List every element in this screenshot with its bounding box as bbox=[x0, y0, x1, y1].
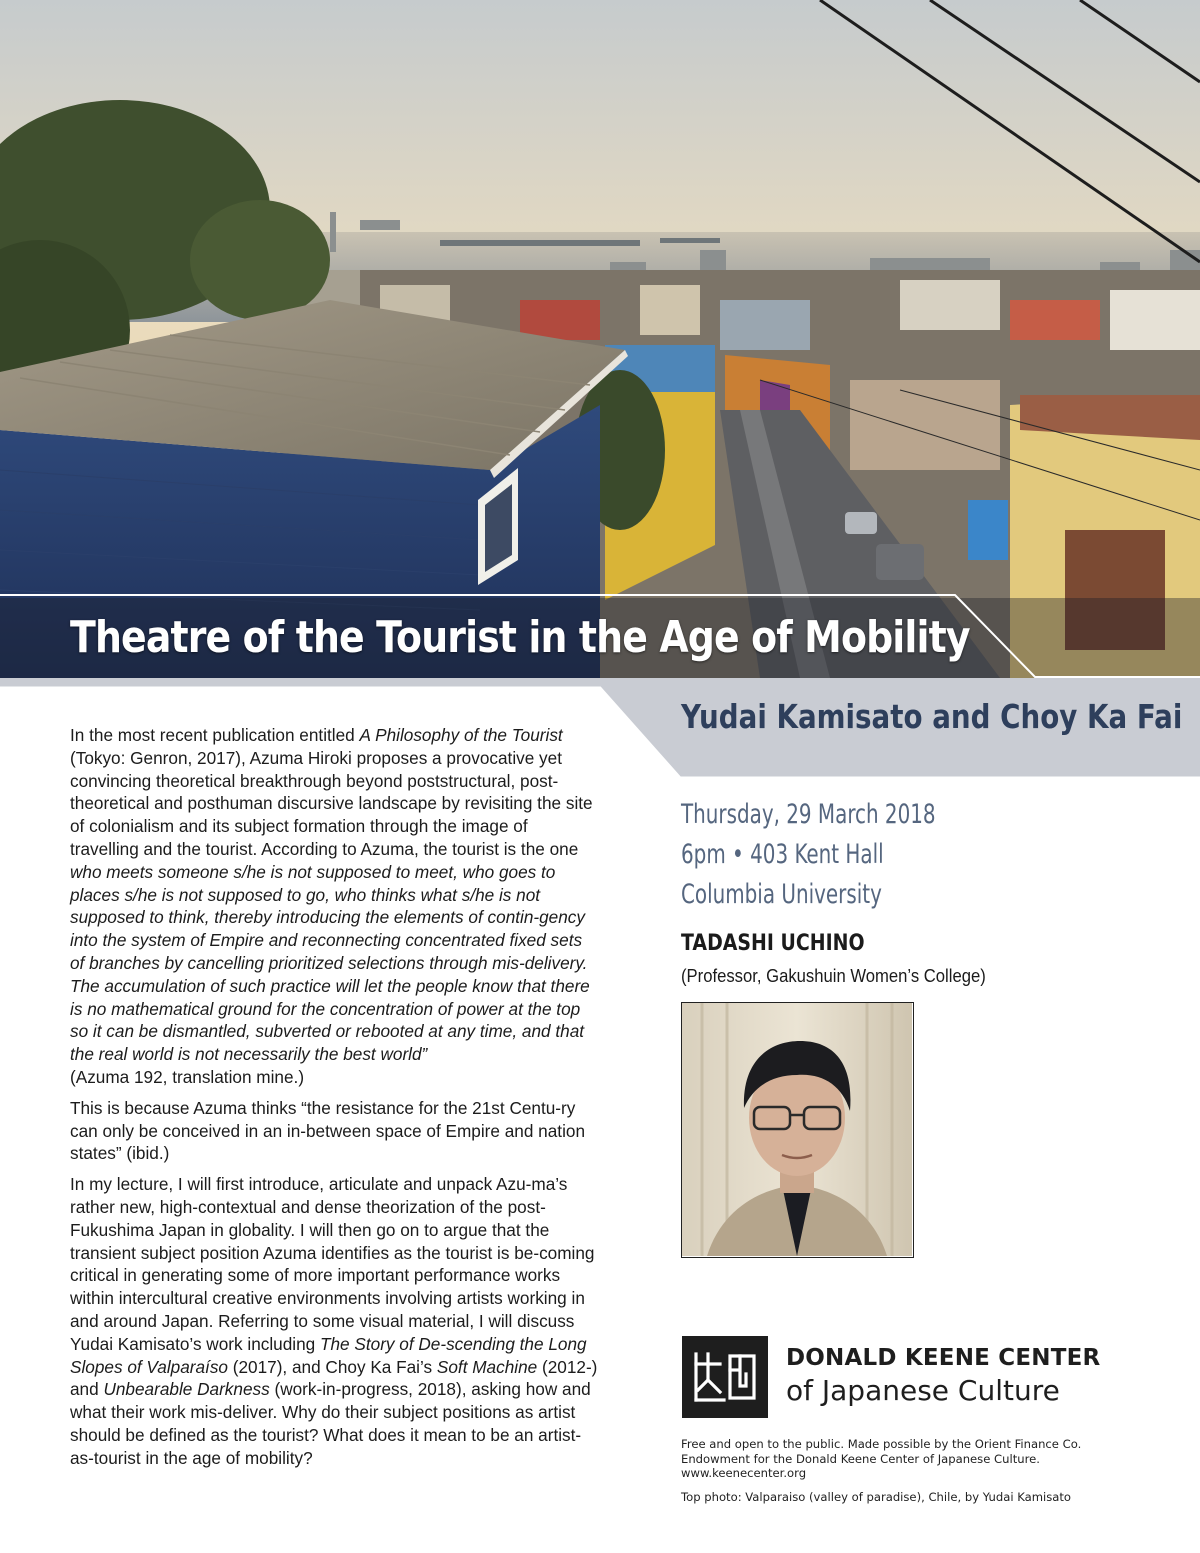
abstract-text: (2012-) and bbox=[70, 1356, 598, 1400]
lecturer-affiliation: (Professor, Gakushuin Women’s College) bbox=[681, 965, 986, 986]
portrait-image bbox=[682, 1003, 912, 1256]
hero-photo bbox=[0, 0, 1200, 678]
abstract-text: In my lecture, I will first introduce, articulate and unpack Azu-ma’s rather new, high-contextual and dense theorization of the post-Fukushima Japan in globality. I will then go on to argue that the transient subject position Azuma identifies as the tourist is be-coming critical in generating some of more important performance works within intercultural creative environments involving artists working in and around Japan. Referring to some visual material, I will discuss Yudai Kamisato’s work including bbox=[70, 1174, 595, 1354]
logo-name: DONALD KEENE CENTER bbox=[786, 1345, 1101, 1371]
azuma-quote: who meets someone s/he is not supposed to meet, who goes to places s/he is not supposed to go, who thinks what s/he is not supposed to think, thereby introducing the elements of contin-gency into the system of Empire and reconnecting concentrated fixed sets of branches by cancelling prioritized selections through mis-delivery. The accumulation of such practice will let the people know that there is no mathematical ground for the concentration of power at the top so it can be dismantled, subverted or rebooted at any time, and that the real world is not necessarily the best world” bbox=[70, 861, 590, 1065]
work-title: The Story of De-scending the Long Slopes of Valparaíso bbox=[70, 1333, 587, 1377]
event-date: Thursday, 29 March 2018 bbox=[681, 799, 936, 830]
event-time-place: 6pm • 403 Kent Hall bbox=[681, 839, 884, 870]
website-link[interactable]: www.keenecenter.org bbox=[681, 1466, 807, 1480]
work-title: Soft Machine bbox=[436, 1356, 538, 1377]
photo-credit: Top photo: Valparaiso (valley of paradise), Chile, by Yudai Kamisato bbox=[681, 1489, 1072, 1504]
event-details bbox=[681, 795, 936, 915]
abstract-text: In the most recent publication entitled bbox=[70, 725, 360, 745]
abstract-paragraph-3 bbox=[70, 1173, 600, 1469]
lecturer-name: TADASHI UCHINO bbox=[681, 931, 865, 956]
footer-notes bbox=[681, 1437, 1121, 1504]
valparaiso-photo bbox=[0, 0, 1200, 678]
logo-subtitle: of Japanese Culture bbox=[786, 1374, 1060, 1407]
book-title: A Philosophy of the Tourist bbox=[359, 725, 563, 745]
lecturer-portrait bbox=[681, 1002, 914, 1258]
abstract-text: (2017), and Choy Ka Fai’s bbox=[227, 1356, 437, 1377]
abstract-paragraph-1 bbox=[70, 724, 600, 1089]
event-venue: Columbia University bbox=[681, 879, 882, 910]
quote-citation: (Azuma 192, translation mine.) bbox=[70, 1066, 305, 1087]
event-title: Theatre of the Tourist in the Age of Mobility bbox=[70, 612, 970, 663]
abstract-text: (Tokyo: Genron, 2017), Azuma Hiroki proposes a provocative yet convincing theoretical breakthrough beyond poststructural, post-theoretical and posthuman discursive landscape by revisiting the site of colonialism and its subject formation through the image of travelling and the tourist. According to Azuma, the tourist is the one bbox=[70, 747, 593, 859]
work-title: Unbearable Darkness bbox=[103, 1379, 270, 1400]
abstract-paragraph-2: This is because Azuma thinks “the resistance for the 21st Centu-ry can only be conceived in an in-between space of Empire and nation states” (ibid.) bbox=[70, 1097, 586, 1164]
abstract bbox=[70, 724, 600, 1478]
funding-notice: Free and open to the public. Made possible by the Orient Finance Co. Endowment for the Donald Keene Center of Japanese Culture. bbox=[681, 1437, 1082, 1466]
keene-center-logo-icon bbox=[682, 1336, 768, 1418]
logo-glyph-icon bbox=[682, 1336, 768, 1418]
speaker-names: Yudai Kamisato and Choy Ka Fai bbox=[681, 697, 1183, 736]
abstract-text: (work-in-progress, 2018), asking how and what their work mis-deliver. Why do their subject positions as artist should be defined as the tourist? What does it mean to be an artist-as-tourist in the age of mobility? bbox=[70, 1379, 591, 1468]
